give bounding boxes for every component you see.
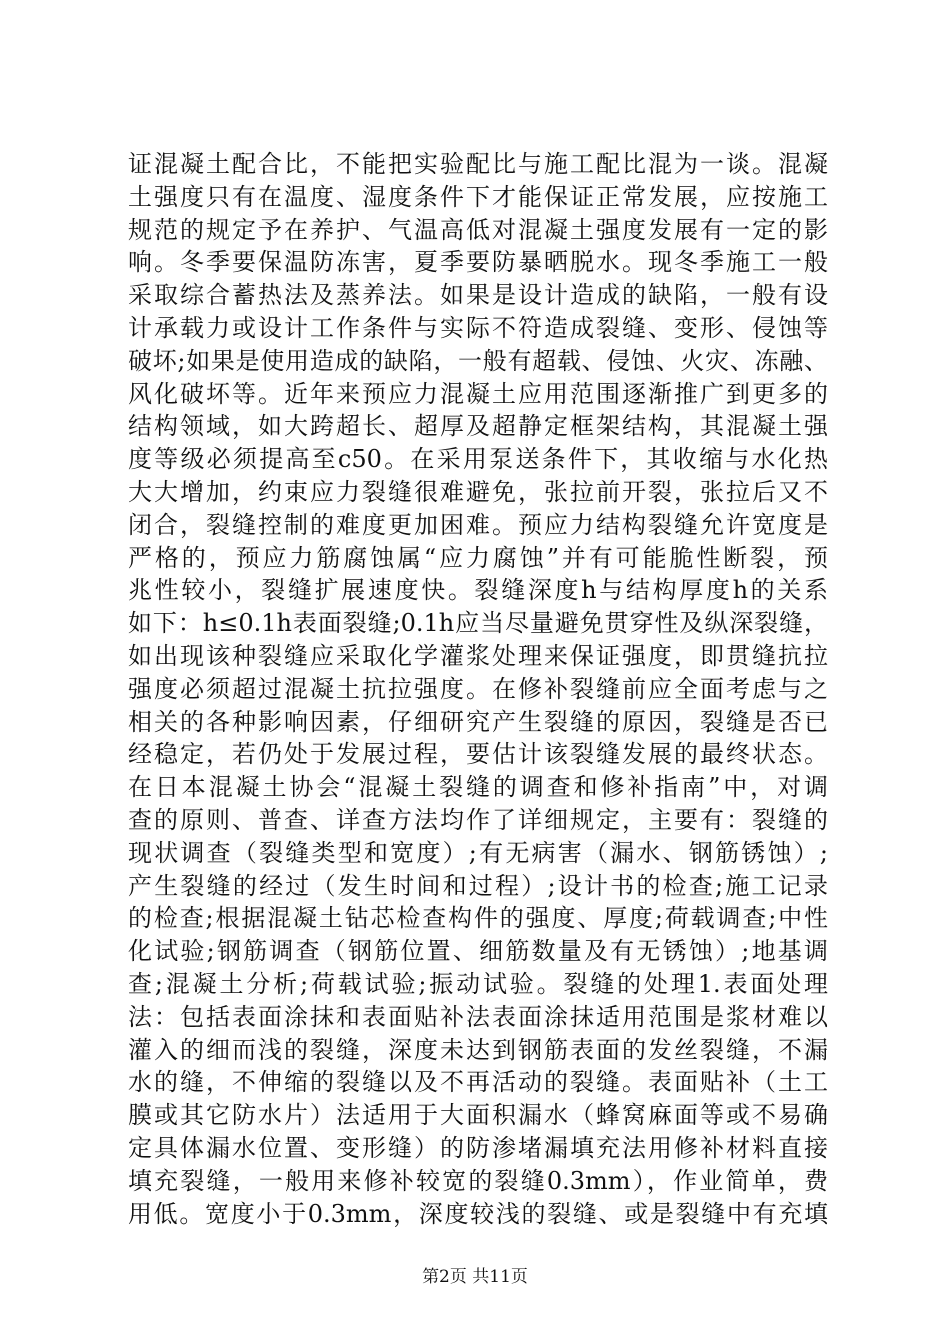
text-line: 现状调查（裂缝类型和宽度）;有无病害（漏水、钢筋锈蚀）; [128, 838, 828, 867]
text-line: 大大增加，约束应力裂缝很难避免，张拉前开裂，张拉后又不 [128, 477, 828, 506]
text-line: 风化破坏等。近年来预应力混凝土应用范围逐渐推广到更多的 [128, 379, 828, 408]
text-line: 兆性较小，裂缝扩展速度快。裂缝深度h与结构厚度h的关系 [128, 576, 828, 605]
body-text [128, 148, 828, 1230]
text-line: 定具体漏水位置、变形缝）的防渗堵漏填充法用修补材料直接 [128, 1133, 828, 1162]
page-number-footer: 第2页 共11页 [422, 1267, 528, 1287]
text-line: 强度必须超过混凝土抗拉强度。在修补裂缝前应全面考虑与之 [128, 674, 828, 703]
text-line: 用低。宽度小于0.3mm，深度较浅的裂缝、或是裂缝中有充填 [128, 1199, 828, 1228]
text-line: 计承载力或设计工作条件与实际不符造成裂缝、变形、侵蚀等 [128, 313, 828, 342]
text-line: 闭合，裂缝控制的难度更加困难。预应力结构裂缝允许宽度是 [128, 510, 828, 539]
text-line: 产生裂缝的经过（发生时间和过程）;设计书的检查;施工记录 [128, 871, 828, 900]
text-line: 化试验;钢筋调查（钢筋位置、细筋数量及有无锈蚀）;地基调 [128, 937, 828, 966]
text-line: 水的缝，不伸缩的裂缝以及不再活动的裂缝。表面贴补（土工 [128, 1068, 828, 1097]
text-line: 结构领域，如大跨超长、超厚及超静定框架结构，其混凝土强 [128, 412, 828, 441]
text-line: 证混凝土配合比，不能把实验配比与施工配比混为一谈。混凝 [128, 150, 828, 178]
text-line: 法：包括表面涂抹和表面贴补法表面涂抹适用范围是浆材难以 [128, 1002, 828, 1031]
text-line: 响。冬季要保温防冻害，夏季要防暴晒脱水。现冬季施工一般 [128, 248, 828, 277]
text-line: 破坏;如果是使用造成的缺陷，一般有超载、侵蚀、火灾、冻融、 [128, 346, 828, 375]
text-line: 严格的，预应力筋腐蚀属“应力腐蚀”并有可能脆性断裂，预 [128, 543, 828, 572]
text-line: 膜或其它防水片）法适用于大面积漏水（蜂窝麻面等或不易确 [128, 1101, 828, 1130]
text-line: 度等级必须提高至c50。在采用泵送条件下，其收缩与水化热 [128, 445, 828, 474]
text-line: 土强度只有在温度、湿度条件下才能保证正常发展，应按施工 [128, 182, 828, 211]
text-line: 相关的各种影响因素，仔细研究产生裂缝的原因，裂缝是否已 [128, 707, 828, 736]
text-line: 经稳定，若仍处于发展过程，要估计该裂缝发展的最终状态。 [128, 740, 828, 769]
text-line: 查;混凝土分析;荷载试验;振动试验。裂缝的处理1.表面处理 [128, 969, 828, 998]
text-line: 填充裂缝，一般用来修补较宽的裂缝0.3mm），作业简单，费 [128, 1166, 828, 1195]
text-line: 采取综合蓄热法及蒸养法。如果是设计造成的缺陷，一般有设 [128, 281, 828, 310]
text-line: 灌入的细而浅的裂缝，深度未达到钢筋表面的发丝裂缝，不漏 [128, 1035, 828, 1064]
text-line: 查的原则、普查、详查方法均作了详细规定，主要有：裂缝的 [128, 805, 828, 834]
text-line: 如出现该种裂缝应采取化学灌浆处理来保证强度，即贯缝抗拉 [128, 641, 828, 670]
text-line: 如下：h≤0.1h表面裂缝;0.1h应当尽量避免贯穿性及纵深裂缝， [128, 609, 828, 638]
text-line: 规范的规定予在养护、气温高低对混凝土强度发展有一定的影 [128, 215, 828, 244]
text-line: 的检查;根据混凝土钻芯检查构件的强度、厚度;荷载调查;中性 [128, 904, 828, 933]
text-line: 在日本混凝土协会“混凝土裂缝的调查和修补指南”中，对调 [128, 773, 828, 802]
